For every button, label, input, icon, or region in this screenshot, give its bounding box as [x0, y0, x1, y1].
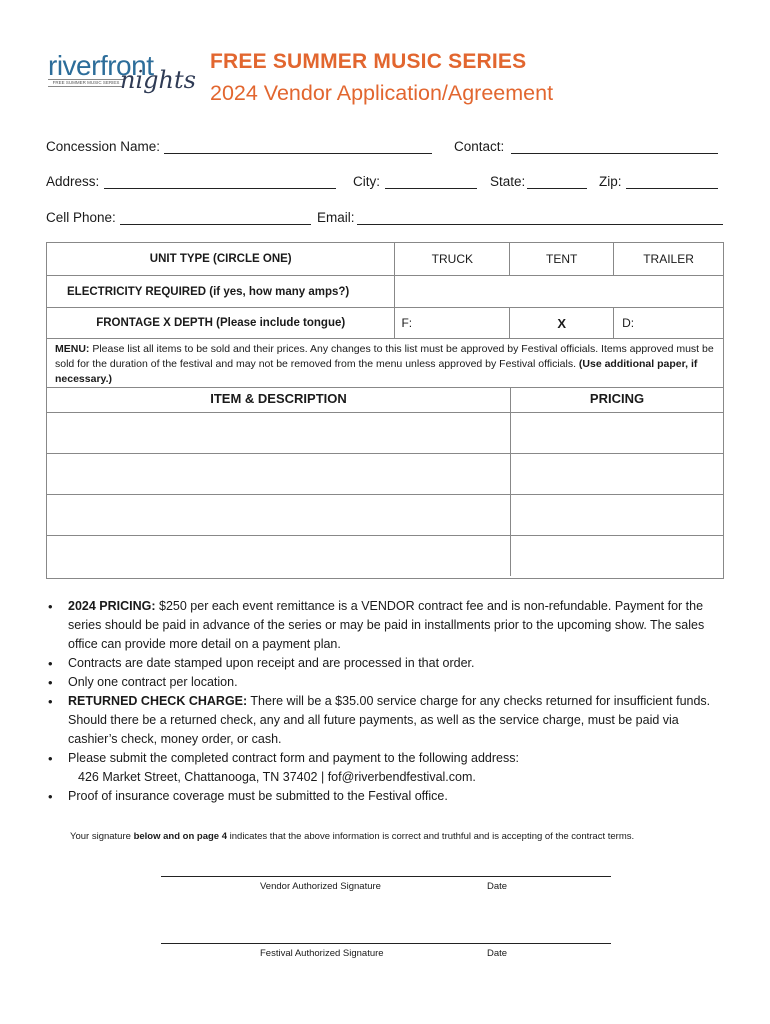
logo-tagline: FREE SUMMER MUSIC SERIES	[48, 79, 124, 87]
x-separator: X	[510, 308, 614, 339]
truck-option[interactable]: TRUCK	[395, 243, 510, 276]
list-item: • 2024 PRICING: $250 per each event remittance is a VENDOR contract fee and is non-refundable. Payment for the series should be paid in advance of the series or may be paid in installments prior to the upcoming show. The sales office can provide more detail on a payment plan.	[68, 597, 718, 654]
email-field[interactable]	[357, 224, 723, 225]
item-field[interactable]	[47, 413, 511, 453]
contact-label: Contact:	[454, 139, 505, 154]
mailing-address: 426 Market Street, Chattanooga, TN 37402 | fof@riverbendfestival.com.	[78, 770, 476, 784]
item-field[interactable]	[47, 454, 511, 494]
price-field[interactable]	[511, 495, 723, 535]
frontage-label: FRONTAGE X DEPTH (Please include tongue)	[47, 308, 395, 339]
tent-option[interactable]: TENT	[510, 243, 614, 276]
state-label: State:	[490, 174, 526, 189]
vendor-date-label: Date	[487, 881, 508, 892]
page-subtitle: 2024 Vendor Application/Agreement	[210, 81, 554, 105]
table-row	[47, 495, 723, 536]
list-item: • RETURNED CHECK CHARGE: There will be a $35.00 service charge for any checks returned for insufficient funds. Should there be a returned check, any and all future payments, as well as the service charge, must be paid via cashier’s check, money order, or cash.	[68, 692, 718, 749]
menu-note: (Use additional paper, if necessary.)	[55, 358, 698, 385]
list-item: • Proof of insurance coverage must be submitted to the Festival office.	[68, 787, 718, 806]
logo-nights: nights	[120, 66, 196, 94]
menu-text: Please list all items to be sold and their prices. Any changes to this list must be approved by Festival officials. Items approved must be sold for the duration of the festival and may not be removed from the menu unless approved by Festival officials.	[55, 343, 714, 370]
depth-field[interactable]: D:	[614, 308, 724, 339]
menu-label: MENU:	[55, 343, 90, 355]
signature-note: Your signature below and on page 4 indicates that the above information is correct and truthful and is accepting of the contract terms.	[70, 831, 635, 842]
list-item: • Contracts are date stamped upon receipt and are processed in that order.	[68, 654, 718, 673]
cell-phone-label: Cell Phone:	[46, 210, 116, 225]
logo-riverfront: riverfront	[48, 50, 154, 81]
unit-type-label: UNIT TYPE (CIRCLE ONE)	[47, 243, 395, 276]
city-label: City:	[353, 174, 380, 189]
unit-table	[46, 242, 724, 339]
table-row	[47, 454, 723, 495]
list-item: • Only one contract per location.	[68, 673, 718, 692]
concession-name-field[interactable]	[164, 153, 432, 154]
festival-signature-line[interactable]	[161, 943, 611, 944]
festival-date-label: Date	[487, 948, 508, 959]
zip-label: Zip:	[599, 174, 622, 189]
table-row	[47, 536, 723, 576]
electricity-label: ELECTRICITY REQUIRED (if yes, how many amps?)	[47, 276, 395, 308]
state-field[interactable]	[527, 188, 587, 189]
address-field[interactable]	[104, 188, 336, 189]
list-item: • Please submit the completed contract form and payment to the following address: 426 Market Street, Chattanooga, TN 37402 | fof@riverbendfestival.com.	[68, 749, 718, 787]
price-field[interactable]	[511, 536, 723, 576]
zip-field[interactable]	[626, 188, 718, 189]
menu-instructions	[47, 338, 723, 388]
festival-signature-label: Festival Authorized Signature	[260, 948, 384, 959]
item-field[interactable]	[47, 495, 511, 535]
city-field[interactable]	[385, 188, 477, 189]
trailer-option[interactable]: TRAILER	[614, 243, 724, 276]
price-field[interactable]	[511, 413, 723, 453]
terms-list	[46, 597, 718, 806]
frontage-field[interactable]: F:	[395, 308, 510, 339]
electricity-field[interactable]	[395, 276, 724, 308]
table-row	[47, 413, 723, 454]
vendor-signature-line[interactable]	[161, 876, 611, 877]
address-label: Address:	[46, 174, 100, 189]
contact-field[interactable]	[511, 153, 718, 154]
item-field[interactable]	[47, 536, 511, 576]
menu-table	[46, 338, 724, 579]
vendor-signature-label: Vendor Authorized Signature	[260, 881, 381, 892]
pricing-header: PRICING	[589, 391, 645, 406]
page-title: FREE SUMMER MUSIC SERIES	[210, 50, 527, 73]
price-field[interactable]	[511, 454, 723, 494]
cell-phone-field[interactable]	[120, 224, 311, 225]
item-description-header: ITEM & DESCRIPTION	[47, 388, 511, 412]
concession-name-label: Concession Name:	[46, 139, 161, 154]
email-label: Email:	[317, 210, 355, 225]
